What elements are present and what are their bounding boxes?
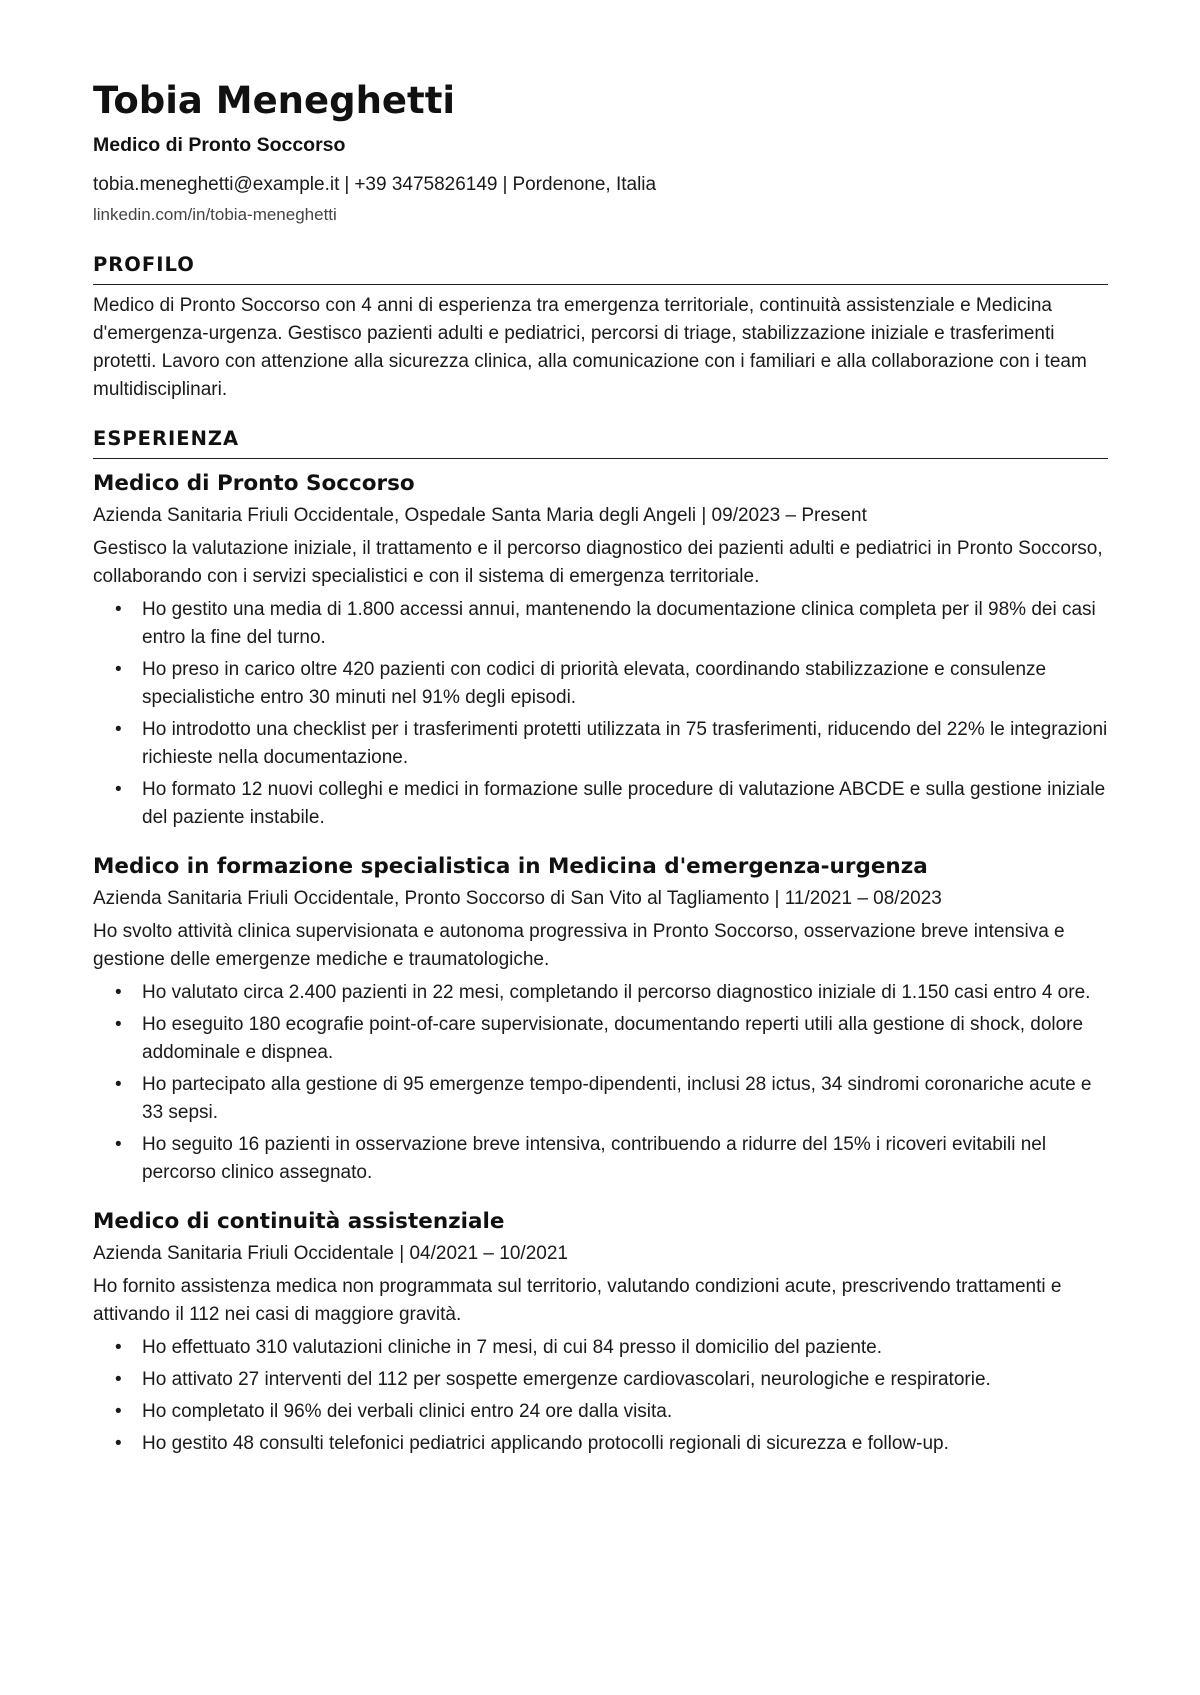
job-bullet [93,656,1108,712]
bullet-icon: • [115,1433,122,1454]
job-bullet-text: Ho valutato circa 2.400 pazienti in 22 mesi, completando il percorso diagnostico iniziale di 1.150 casi entro 4 ore. [142,982,1091,1003]
bullet-icon: • [115,1337,122,1358]
linkedin-link[interactable]: linkedin.com/in/tobia-meneghetti [93,205,337,224]
job-bullet [93,1334,1108,1362]
job-bullet [93,979,1108,1007]
job-description: Ho svolto attività clinica supervisionata e autonoma progressiva in Pronto Soccorso, osservazione breve intensiva e gestione delle emergenze mediche e traumatologiche. [93,921,1065,970]
job-bullet-text: Ho attivato 27 interventi del 112 per sospette emergenze cardiovascolari, neurologiche e respiratorie. [142,1369,991,1390]
job-bullet-text: Ho seguito 16 pazienti in osservazione breve intensiva, contribuendo a ridurre del 15% i ricoveri evitabili nel percorso clinico assegnato. [142,1134,1047,1183]
job-meta: Azienda Sanitaria Friuli Occidentale, Pronto Soccorso di San Vito al Tagliamento | 11/2021 – 08/2023 [93,888,942,909]
job-bullet-list [93,1334,1108,1458]
job-bullet [93,1366,1108,1394]
candidate-headline: Medico di Pronto Soccorso [93,134,346,156]
bullet-icon: • [115,1074,122,1095]
job-bullet-text: Ho preso in carico oltre 420 pazienti con codici di priorità elevata, coordinando stabilizzazione e consulenze specialistiche entro 30 minuti nel 91% degli episodi. [142,659,1047,708]
job-title: Medico in formazione specialistica in Medicina d'emergenza-urgenza [93,854,928,879]
job-meta: Azienda Sanitaria Friuli Occidentale, Ospedale Santa Maria degli Angeli | 09/2023 – Present [93,505,867,526]
job-bullet-text: Ho gestito 48 consulti telefonici pediatrici applicando protocolli regionali di sicurezza e follow-up. [142,1433,949,1454]
job-bullet-text: Ho partecipato alla gestione di 95 emergenze tempo-dipendenti, inclusi 28 ictus, 34 sindromi coronariche acute e 33 sepsi. [142,1074,1092,1123]
experience-section-title: ESPERIENZA [93,426,1108,459]
job-bullet [93,1011,1108,1067]
bullet-icon: • [115,1401,122,1422]
job-bullet [93,776,1108,832]
job-bullet [93,596,1108,652]
job-bullet [93,716,1108,772]
job-meta: Azienda Sanitaria Friuli Occidentale | 04/2021 – 10/2021 [93,1243,568,1264]
job-title: Medico di Pronto Soccorso [93,471,415,496]
job-bullet-list [93,596,1108,832]
contact-line [93,172,1108,198]
contact-location: Pordenone, Italia [512,174,657,195]
bullet-icon: • [115,779,122,800]
experience-section [93,426,1108,1458]
resume-header [93,78,1108,226]
job-entry [93,469,1108,832]
job-entry [93,1207,1108,1458]
job-bullet [93,1398,1108,1426]
job-bullet-list [93,979,1108,1187]
bullet-icon: • [115,659,122,680]
bullet-icon: • [115,1369,122,1390]
bullet-icon: • [115,599,122,620]
profile-text: Medico di Pronto Soccorso con 4 anni di esperienza tra emergenza territoriale, continuità assistenziale e Medicina d'emergenza-urgenza. Gestisco pazienti adulti e pediatrici, percorsi di triage, stabilizzazione iniziale e trasferimenti protetti. Lavoro con attenzione alla sicurezza clinica, alla comunicazione con i familiari e alla collaborazione con i team multidisciplinari. [93,295,1087,400]
profile-section [93,252,1108,404]
contact-phone: +39 3475826149 [354,174,498,195]
job-bullet-text: Ho completato il 96% dei verbali clinici entro 24 ore dalla visita. [142,1401,673,1422]
candidate-name: Tobia Meneghetti [93,79,456,122]
contact-email: tobia.meneghetti@example.it [93,174,340,195]
job-entry [93,852,1108,1187]
bullet-icon: • [115,1014,122,1035]
bullet-icon: • [115,1134,122,1155]
bullet-icon: • [115,719,122,740]
job-bullet-text: Ho gestito una media di 1.800 accessi annui, mantenendo la documentazione clinica completa per il 98% dei casi entro la fine del turno. [142,599,1096,648]
contact-separator: | [344,174,350,195]
job-bullet [93,1430,1108,1458]
job-description: Gestisco la valutazione iniziale, il trattamento e il percorso diagnostico dei pazienti adulti e pediatrici in Pronto Soccorso, collaborando con i servizi specialistici e con il sistema di emergenza territoriale. [93,538,1103,587]
job-bullet-text: Ho effettuato 310 valutazioni cliniche in 7 mesi, di cui 84 presso il domicilio del paziente. [142,1337,883,1358]
contact-separator: | [502,174,508,195]
profile-section-title: PROFILO [93,252,1108,285]
job-bullet [93,1071,1108,1127]
job-bullet-text: Ho introdotto una checklist per i trasferimenti protetti utilizzata in 75 trasferimenti, riducendo del 22% le integrazioni richieste nella documentazione. [142,719,1108,768]
job-bullet-text: Ho formato 12 nuovi colleghi e medici in formazione sulle procedure di valutazione ABCDE e sulla gestione iniziale del paziente instabile. [142,779,1106,828]
job-title: Medico di continuità assistenziale [93,1209,505,1234]
job-description: Ho fornito assistenza medica non programmata sul territorio, valutando condizioni acute, prescrivendo trattamenti e attivando il 112 nei casi di maggiore gravità. [93,1276,1062,1325]
bullet-icon: • [115,982,122,1003]
job-bullet [93,1131,1108,1187]
job-bullet-text: Ho eseguito 180 ecografie point-of-care supervisionate, documentando reperti utili alla gestione di shock, dolore addominale e dispnea. [142,1014,1084,1063]
